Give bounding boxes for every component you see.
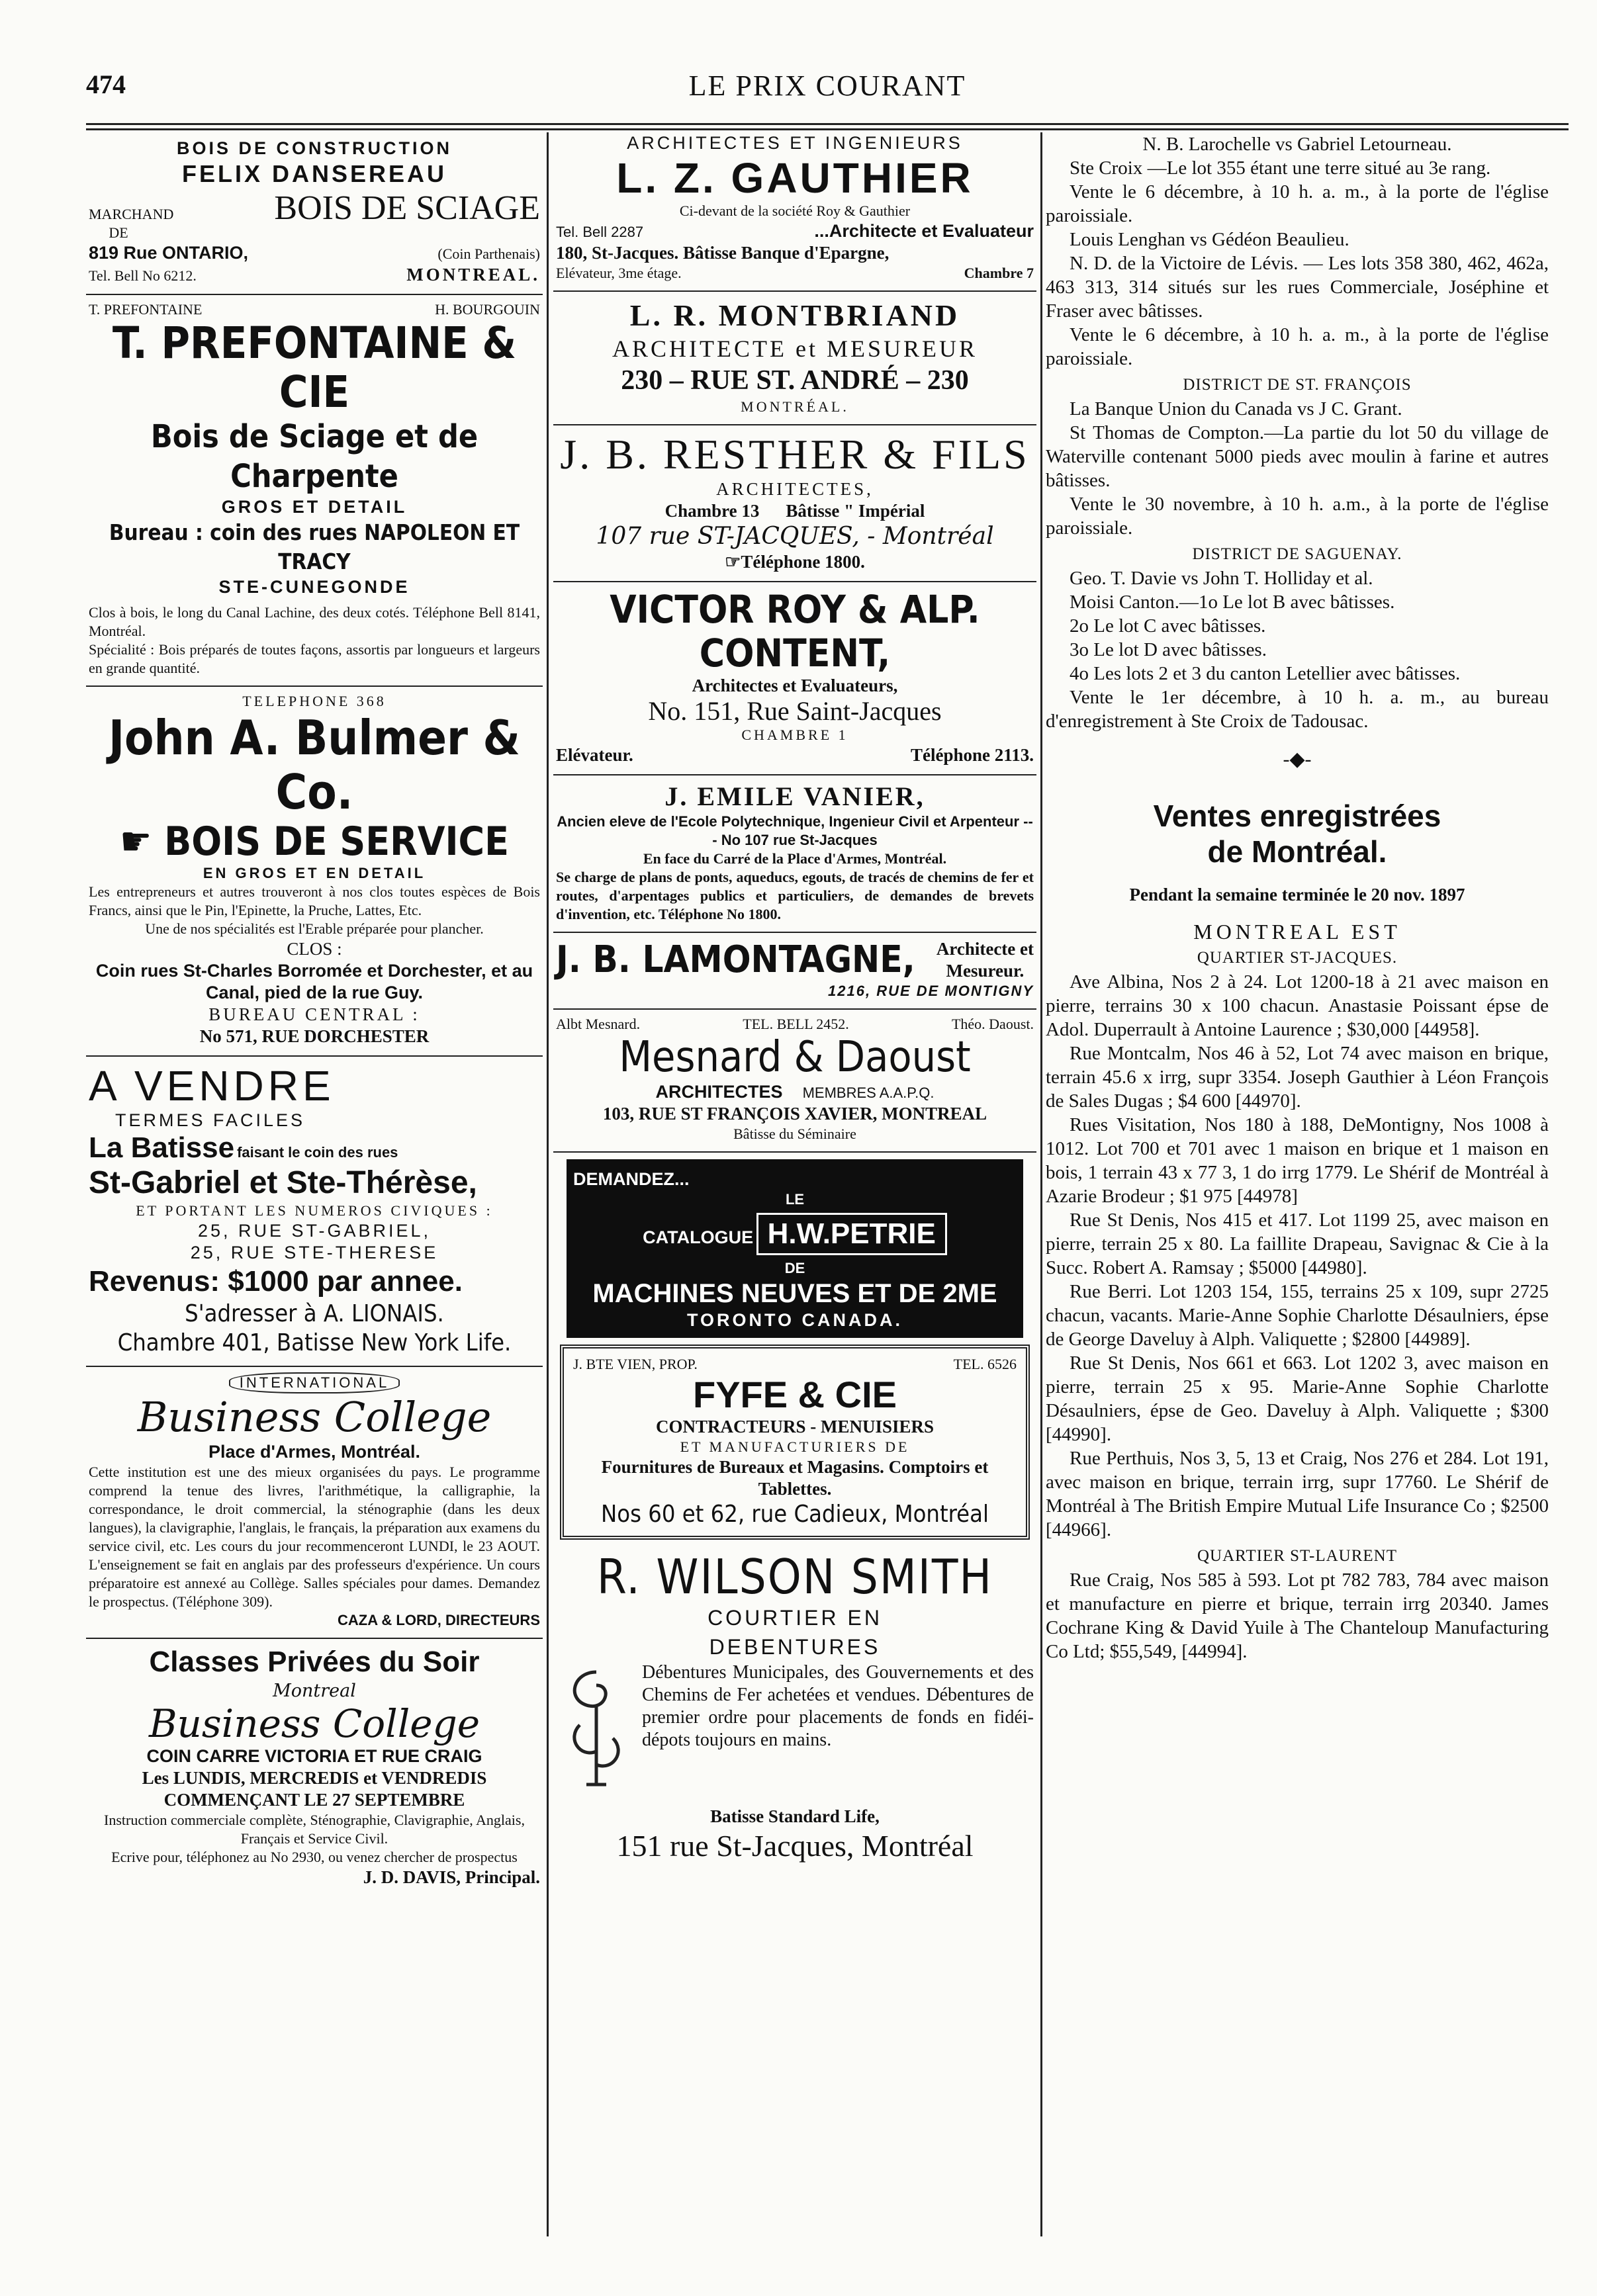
ad-petrie: [567, 1159, 1023, 1338]
bureau: Bureau : coin des rues NAPOLEON ET TRACY: [109, 519, 520, 574]
batisse: Batisse Standard Life,: [710, 1806, 880, 1826]
paragraph: St Thomas de Compton.—La partie du lot 50 du village de Waterville contenant 5000 pieds avec moulin à farine et autres bâtisses.: [1046, 422, 1549, 491]
tel-row: Elévateur. Téléphone 2113.: [556, 745, 1034, 765]
trade-name: ☛ BOIS DE SERVICE: [119, 818, 510, 865]
start-date: COMMENÇANT LE 27 SEPTEMBRE: [163, 1790, 465, 1810]
column-divider-2: [1040, 132, 1042, 2236]
sub-heading: EN GROS ET EN DETAIL: [203, 865, 426, 881]
address: 180, St-Jacques. Bâtisse Banque d'Epargne,: [556, 243, 890, 263]
page-header: [86, 69, 1569, 115]
ad-roy-content: [553, 582, 1036, 775]
ad-bulmer: [86, 687, 543, 1057]
address: 151 rue St-Jacques, Montréal: [616, 1829, 974, 1863]
clos-address: Coin rues St-Charles Borromée et Dorchester, et au Canal, pied de la rue Guy.: [95, 961, 533, 1002]
role-1: COURTIER EN: [707, 1606, 882, 1630]
role-2: DEBENTURES: [709, 1635, 881, 1659]
role-row: ARCHITECTES MEMBRES A.A.P.Q.: [655, 1082, 935, 1102]
name-row: [556, 938, 1034, 982]
week-note: Pendant la semaine terminée le 20 nov. 1897: [1129, 885, 1465, 905]
directors: CAZA & LORD, DIRECTEURS: [338, 1612, 540, 1628]
batisse: Bâtisse du Séminaire: [733, 1126, 856, 1142]
streets: St-Gabriel et Ste-Thérèse,: [89, 1165, 477, 1200]
numbers-heading: ET PORTANT LES NUMEROS CIVIQUES :: [136, 1202, 493, 1219]
trade-row: [89, 189, 540, 242]
tel-row: Tel. Bell 2287 ...Architecte et Evaluateur: [556, 221, 1034, 241]
ad-lamontagne: [553, 933, 1036, 1010]
catalogue-row: CATALOGUE H.W.PETRIE: [573, 1209, 1017, 1259]
paragraph: La Banque Union du Canada vs J C. Grant.: [1070, 398, 1402, 419]
column-3: [1046, 132, 1549, 2236]
former: Ci-devant de la société Roy & Gauthier: [679, 202, 911, 219]
partners-row: Albt Mesnard. TEL. BELL 2452. Théo. Daoust.: [556, 1016, 1034, 1032]
ad-vanier: [553, 775, 1036, 933]
city: MONTRÉAL.: [741, 398, 849, 415]
trade-prefix: MARCHAND DE: [89, 206, 174, 241]
address: Nos 60 et 62, rue Cadieux, Montréal: [601, 1501, 989, 1528]
sub-heading: GROS ET DETAIL: [221, 497, 408, 517]
advertiser-name: John A. Bulmer & Co.: [108, 710, 521, 820]
paragraph: N. D. de la Victoire de Lévis. — Les lots 358 380, 462, 462a, 463 313, 314 situés sur les rues Commerciale, Joséphine et Fraser avec bâtisses.: [1046, 253, 1549, 322]
telephone: ☞Téléphone 1800.: [725, 552, 865, 572]
body-text-3: Se charge de plans de ponts, aqueducs, egouts, de tracés de chemins de fer et routes, d'arpentages publics et particuliers, de demandes de brevets d'invention, etc. Téléphone No 1800.: [556, 869, 1034, 922]
entry: Rue St Denis, Nos 661 et 663. Lot 1202 3, avec maison en pierre, terrain 25 x 95. Marie-Anne Sophie Charlotte Désaulniers, épse de Geo. Daveluy à Alph. Valiquette ; $300 [44990].: [1046, 1352, 1549, 1445]
entry: Rue St Denis, Nos 415 et 417. Lot 1199 25, avec maison en pierre, terrain 25 x 80. La faillite Drapeau, Savignac & Cie à la Succ. Robert A. Ramsay ; $5000 [44980].: [1046, 1210, 1549, 1278]
tel-row: [89, 264, 540, 286]
le: LE: [785, 1191, 805, 1208]
scroll-ornament-icon: [560, 1665, 633, 1798]
column-2: [553, 132, 1036, 2236]
chambre: Chambre 401, Batisse New York Life.: [117, 1329, 512, 1356]
district-heading: DISTRICT DE SAGUENAY.: [1192, 545, 1402, 563]
paragraph: Vente le 6 décembre, à 10 h. a. m., à la porte de l'église paroissiale.: [1046, 324, 1549, 369]
terms: TERMES FACILES: [115, 1110, 306, 1130]
entry: Ave Albina, Nos 2 à 24. Lot 1200-18 à 21 avec maison en pierre, terrains 30 x 100 chacun. Anastasie Poissant épse de Adol. Duperrault à Antoine Laurence ; $30,000 [44958].: [1046, 971, 1549, 1040]
city: TORONTO CANADA.: [686, 1310, 903, 1330]
role: Architectes et Evaluateurs,: [692, 676, 898, 695]
header-rule-2: [86, 128, 1569, 130]
days: Les LUNDIS, MERCREDIS et VENDREDIS: [142, 1768, 487, 1788]
ad-mesnard-daoust: [553, 1010, 1036, 1153]
body-text-2: Ecrive pour, téléphonez au No 2930, ou venez chercher de prospectus: [111, 1849, 518, 1865]
role: ARCHITECTES,: [716, 479, 874, 499]
paragraph: Vente le 6 décembre, à 10 h. a. m., à la porte de l'église paroissiale.: [1046, 181, 1549, 226]
role: CONTRACTEURS - MENUISIERS: [655, 1417, 935, 1436]
pointing-hand-icon: ☞: [725, 552, 741, 572]
partner-left: T. PREFONTAINE: [89, 301, 203, 318]
ad-title: A VENDRE: [89, 1062, 335, 1110]
trade-name: Bois de Sciage et de Charpente: [150, 418, 479, 495]
partners-row: [89, 300, 540, 319]
paragraph: Vente le 30 novembre, à 10 h. a.m., à la porte de l'église paroissiale.: [1046, 494, 1549, 539]
body-text: Clos à bois, le long du Canal Lachine, des deux cotés. Téléphone Bell 8141, Montréal.: [89, 604, 540, 639]
revenus: Revenus: $1000 par annee.: [89, 1265, 463, 1298]
paragraph: Geo. T. Davie vs John T. Holliday et al.: [1070, 568, 1373, 589]
advertiser-name: FYFE & CIE: [692, 1374, 897, 1415]
body-text-2: Une de nos spécialités est l'Erable préparée pour plancher.: [145, 920, 484, 937]
bureau-address: No 571, RUE DORCHESTER: [199, 1026, 430, 1046]
body-text: Instruction commerciale complète, Sténographie, Clavigraphie, Anglais, Français et Service Civil.: [104, 1812, 525, 1847]
entry: Rue Craig, Nos 585 à 593. Lot pt 782 783, 784 avec maison et manufacture en pierre et brique, terrain irrg 20340. James Cochrane King & David Yuile à The Chanteloup Manufacturing Co Ltd; $55,549, [44994].: [1046, 1569, 1549, 1662]
demandez: DEMANDEZ...: [573, 1169, 690, 1189]
elevator-row: Elévateur, 3me étage. Chambre 7: [556, 265, 1034, 281]
address: No. 151, Rue Saint-Jacques: [648, 696, 942, 726]
paragraph: 3o Le lot D avec bâtisses.: [1070, 639, 1267, 660]
ad-resther: [553, 425, 1036, 582]
advertiser-name: Mesnard & Daoust: [619, 1033, 971, 1082]
chambre: CHAMBRE 1: [741, 727, 848, 743]
advertiser-name: R. WILSON SMITH: [596, 1549, 993, 1605]
ad-dansereau: [86, 132, 543, 295]
paragraph: Vente le 1er décembre, à 10 h. a. m., au bureau d'enregistrement à Ste Croix de Tadousac.: [1046, 687, 1549, 732]
machines: MACHINES NEUVES ET DE 2ME: [592, 1279, 997, 1308]
role: Architecte et Mesureur.: [936, 939, 1034, 981]
paragraph: N. B. Larochelle vs Gabriel Letourneau.: [1142, 134, 1452, 155]
address-2: 25, RUE STE-THERESE: [190, 1243, 439, 1262]
place: STE-CUNEGONDE: [218, 577, 410, 597]
address: 107 rue ST-JACQUES, - Montréal: [596, 523, 994, 550]
trade-name: BOIS DE SCIAGE: [274, 189, 540, 227]
de: DE: [784, 1260, 805, 1276]
body-text: Débentures Municipales, des Gouvernements et des Chemins de Fer achetées et vendues. Débentures de premier ordre pour placements de fonds en fidéi-dépots toujours en mains.: [642, 1662, 1034, 1750]
body-text: Ancien eleve de l'Ecole Polytechnique, Ingenieur Civil et Arpenteur --- No 107 rue St-Jacques: [557, 813, 1033, 848]
ad-wilson-smith: [553, 1545, 1036, 1873]
advertiser-name: VICTOR ROY & ALP. CONTENT,: [610, 587, 980, 676]
advertiser-name: L. Z. GAUTHIER: [616, 154, 974, 202]
paragraph: Louis Lenghan vs Gédéon Beaulieu.: [1070, 229, 1349, 250]
paragraph: 4o Les lots 2 et 3 du canton Letellier avec bâtisses.: [1070, 663, 1461, 684]
entry: Rues Visitation, Nos 180 à 188, DeMontigny, Nos 1008 à 1012. Lot 700 et 701 avec 1 maison en brique et 1 maison en bois, 1 terrain 43 x 77 3, 1 do irrg 1779. Le Shérif de Montréal à Azarie Brodeur ; $1 975 [44978]: [1046, 1114, 1549, 1207]
bureau-heading: BUREAU CENTRAL :: [208, 1004, 420, 1024]
telephone: Tel. Bell No 6212.: [89, 267, 197, 284]
batisse-line: La Batisse faisant le coin des rues: [89, 1131, 398, 1164]
section-heading: ARCHITECTES ET INGENIEURS: [627, 133, 963, 153]
corner: (Coin Parthenais): [437, 245, 540, 262]
partner-right: H. BOURGOUIN: [435, 301, 540, 318]
address: 1216, RUE DE MONTIGNY: [828, 983, 1034, 999]
advertiser-name: T. PREFONTAINE & CIE: [112, 318, 517, 418]
advertiser-name: J. EMILE VANIER,: [664, 781, 925, 811]
role: ARCHITECTE et MESUREUR: [612, 335, 978, 362]
ad-title: Classes Privées du Soir: [149, 1646, 480, 1678]
ad-montbriand: [553, 292, 1036, 425]
place: Place d'Armes, Montréal.: [208, 1442, 421, 1462]
address: COIN CARRE VICTORIA ET RUE CRAIG: [146, 1746, 482, 1766]
address-row: [89, 242, 540, 264]
ad-fyfe: [560, 1345, 1030, 1540]
page-number: 474: [86, 69, 126, 99]
address: 230 – RUE ST. ANDRÉ – 230: [621, 365, 969, 396]
paragraph: Ste Croix —Le lot 355 étant une terre situé au 3e rang.: [1070, 157, 1491, 179]
column-divider-1: [547, 132, 549, 2236]
pointing-hand-icon: ☛: [119, 818, 165, 865]
address-1: 25, RUE ST-GABRIEL,: [197, 1221, 432, 1241]
entry: Rue Montcalm, Nos 46 à 52, Lot 74 avec maison en brique, terrain 45.6 x irrg, supr 3354. Joseph Gauthier à Léon François de Sales Dugas ; $4 600 [44970].: [1046, 1043, 1549, 1112]
clos-heading: CLOS :: [287, 939, 342, 959]
district-heading: DISTRICT DE ST. FRANÇOIS: [1183, 376, 1412, 394]
section-title: Ventes enregistrées de Montréal.: [1153, 799, 1441, 869]
script-small: Montreal: [273, 1681, 356, 1701]
ad-classes-privees: [86, 1639, 543, 1896]
page-title: LE PRIX COURANT: [688, 69, 966, 102]
ornament-icon: -◆-: [1283, 748, 1312, 770]
banner: INTERNATIONAL: [229, 1372, 400, 1393]
body-text-2: Spécialité : Bois préparés de toutes façons, assortis par longueurs et largeurs en grande quantité.: [89, 641, 540, 676]
quartier-heading: QUARTIER ST-LAURENT: [1197, 1547, 1397, 1565]
body-text: Les entrepreneurs et autres trouveront à nos clos toutes espèces de Bois Francs, ainsi que le Pin, l'Epinette, la Pruche, Lattes, Etc.: [89, 883, 540, 918]
telephone: TELEPHONE 368: [242, 693, 387, 709]
items: Fournitures de Bureaux et Magasins. Comptoirs et Tablettes.: [601, 1457, 989, 1499]
principal: J. D. DAVIS, Principal.: [363, 1867, 540, 1887]
advertiser-name: FELIX DANSEREAU: [181, 160, 447, 187]
ad-a-vendre: [86, 1057, 543, 1367]
ad-gauthier: [553, 132, 1036, 292]
entry: Rue Perthuis, Nos 3, 5, 13 et Craig, Nos 276 et 284. Lot 191, avec maison en brique, terrain irrg, supr 17760. Le Shérif de Montréal à The British Empire Mutual Life Insurance Co ; $2500 [44966].: [1046, 1448, 1549, 1540]
address: 819 Rue ONTARIO,: [89, 243, 249, 263]
body-text-2: En face du Carré de la Place d'Armes, Montréal.: [643, 850, 947, 867]
prop-row: J. BTE VIEN, PROP. TEL. 6526: [573, 1356, 1017, 1372]
contact: S'adresser à A. LIONAIS.: [185, 1300, 444, 1327]
sub: ET MANUFACTURIERS DE: [680, 1438, 910, 1455]
advertiser-name: L. R. MONTBRIAND: [629, 298, 960, 332]
paragraph: 2o Le lot C avec bâtisses.: [1070, 615, 1266, 637]
ad-business-college: [86, 1367, 543, 1639]
body-text: Cette institution est une des mieux organisées du pays. Le programme comprend la tenue des livres, l'arithmétique, la calligraphie, la correspondance, le droit commercial, la sténographie (dans les deux langues), la clavigraphie, l'anglais, le français, la préparation aux examens du service civil, etc. Les cours du jour recommenceront LUNDI, le 23 AOUT. L'enseignement se fait en anglais par des professeurs d'expérience. Un cours préparatoire est annexé au Collège. Salles spéciales pour dames. Demandez le prospectus. (Téléphone 309).: [89, 1464, 540, 1610]
quartier-heading: QUARTIER ST-JACQUES.: [1197, 949, 1398, 967]
advertiser-name: J. B. LAMONTAGNE,: [556, 938, 915, 981]
montreal-est: MONTREAL EST: [1193, 920, 1401, 944]
ad-prefontaine: [86, 295, 543, 687]
column-1: [86, 132, 543, 2236]
advertiser-name: J. B. RESTHER & FILS: [560, 431, 1030, 478]
header-rule: [86, 123, 1569, 125]
address: 103, RUE ST FRANÇOIS XAVIER, MONTREAL: [602, 1104, 987, 1124]
entry: Rue Berri. Lot 1203 154, 155, terrains 25 x 109, supr 2725 chacun, vacants. Marie-Anne Sophie Charlotte Désaulniers, épse de George Daveluy à Alph. Valiquette ; $2800 [44989].: [1046, 1281, 1549, 1350]
script-title: Business College: [148, 1701, 480, 1746]
chambre-row: Chambre 13 Bâtisse " Impérial: [664, 501, 925, 521]
paragraph: Moisi Canton.—1o Le lot B avec bâtisses.: [1070, 592, 1395, 613]
city: MONTREAL.: [406, 265, 540, 285]
script-title: Business College: [137, 1393, 492, 1441]
section-heading: BOIS DE CONSTRUCTION: [176, 138, 452, 158]
